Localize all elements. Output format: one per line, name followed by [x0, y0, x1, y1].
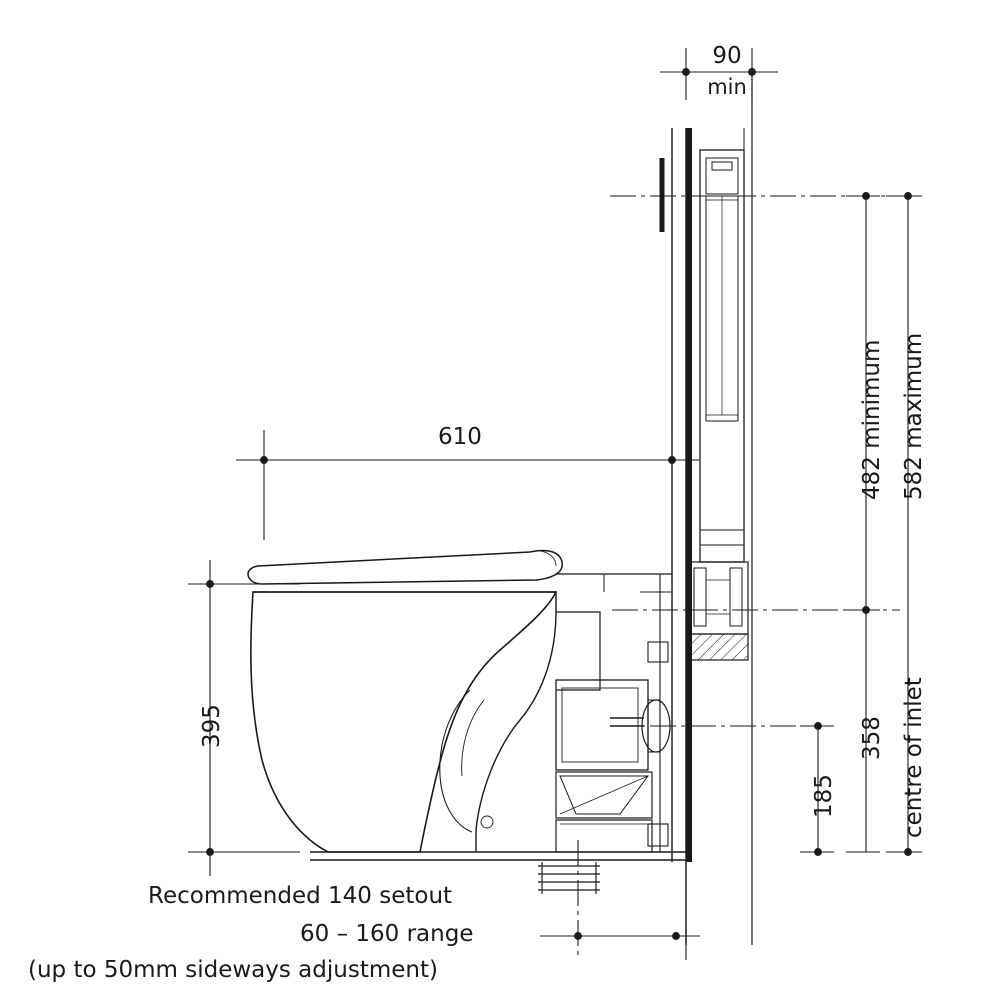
- dimension-582-maximum-label: 582 maximum: [901, 332, 927, 500]
- wall-and-frame: [248, 70, 752, 945]
- dimension-90-label: 90: [712, 43, 742, 69]
- dimension-185-label: 185: [811, 774, 837, 818]
- dimension-358-label: 358: [859, 716, 885, 760]
- note-sideways-adjustment: (up to 50mm sideways adjustment): [28, 957, 438, 983]
- dimension-90-qualifier: min: [707, 75, 747, 99]
- dimension-395-label: 395: [199, 704, 225, 748]
- dimension-482-minimum-label: 482 minimum: [859, 339, 885, 500]
- note-range: 60 – 160 range: [300, 921, 474, 947]
- centre-lines: [578, 196, 900, 960]
- dimension-lines: [188, 48, 922, 960]
- centre-of-inlet-label: centre of inlet: [901, 677, 927, 838]
- dimension-610-label: 610: [438, 424, 482, 450]
- note-recommended-setout: Recommended 140 setout: [148, 883, 453, 909]
